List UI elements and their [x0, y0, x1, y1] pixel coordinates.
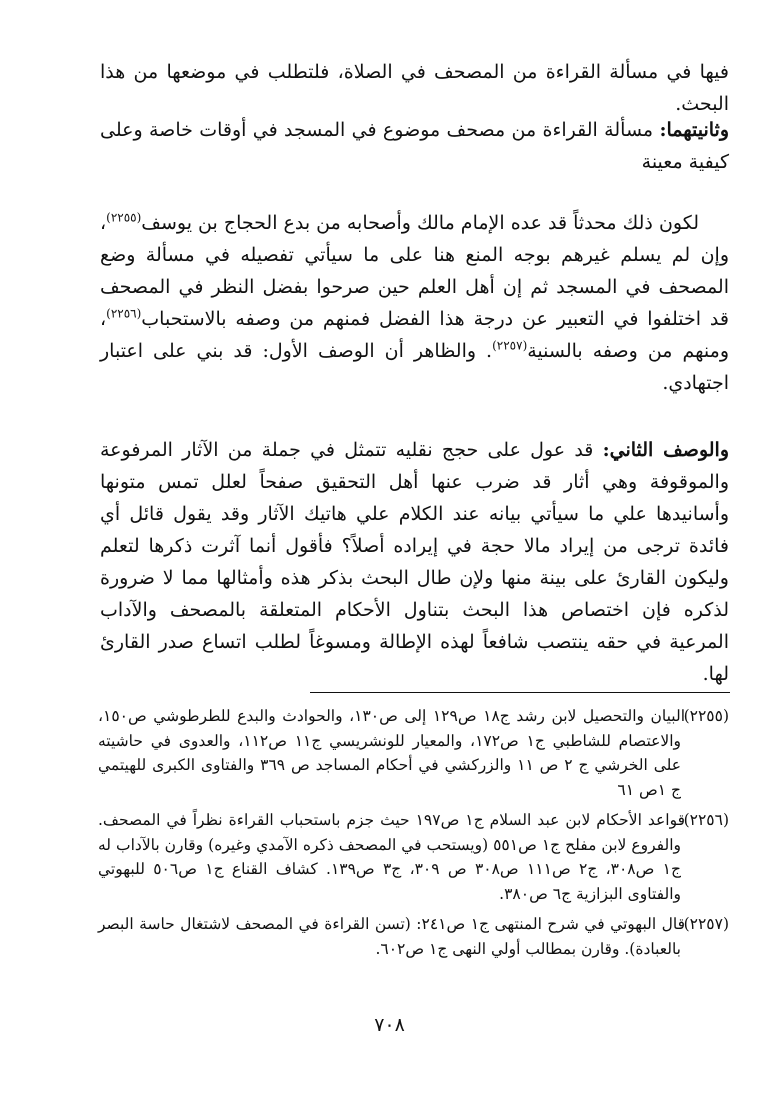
paragraph-3-text-c: ، ومنهم من وصفه بالسنية [100, 308, 729, 362]
paragraph-1 [100, 56, 729, 120]
footnote-ref-2257: (٢٢٥٧) [492, 338, 528, 353]
footnote-ref-2255: (٢٢٥٥) [106, 210, 142, 225]
paragraph-4 [100, 434, 729, 690]
paragraph-2-text: مسألة القراءة من مصحف موضوع في المسجد في أوقات خاصة وعلى كيفية معينة [100, 119, 729, 173]
footnotes [98, 704, 729, 967]
paragraph-3-text-d: . والظاهر أن الوصف الأول: قد بني على اعتبار اجتهادي. [100, 340, 729, 394]
footnote-2256 [98, 808, 729, 906]
footnote-text: قال البهوتي في شرح المنتهى ج١ ص٢٤١: (تسن القراءة في المصحف لاشتغال حاسة البصر بالعبادة). وقارن بمطالب أولي النهى ج١ ص٦٠٢. [98, 915, 685, 958]
footnote-2257 [98, 912, 729, 961]
paragraph-3-text-b: ، وإن لم يسلم غيرهم بوجه المنع هنا على ما سيأتي تفصيله في مسألة وضع المصحف في المسجد ثم إن أهل العلم حين صرحوا بفضل النظر في المصحف قد اختلفوا في التعبير عن درجة هذا الفضل فمنهم من وصفه بالاستحباب [100, 212, 729, 330]
paragraph-4-lead: والوصف الثاني: [602, 439, 730, 461]
footnote-text: البيان والتحصيل لابن رشد ج١٨ ص١٢٩ إلى ص١٣٠، والحوادث والبدع للطرطوشي ص١٥٠، والاعتصام للشاطبي ج١ ص١٧٢، والمعيار للونشريسي ج١١ ص١١٢، والعدوى في حاشيته على الخرشي ج ٢ ص ١١ والزركشي في أحكام المساجد ص ٣٦٩ والفتاوى الكبرى للهيتمي ج ١ص ٦١ [98, 707, 685, 799]
paragraph-3-text-a: لكون ذلك محدثاً قد عده الإمام مالك وأصحابه من بدع الحجاج بن يوسف [141, 212, 699, 234]
paragraph-2-lead: وثانيتهما: [659, 119, 729, 141]
paragraph-3 [100, 207, 729, 399]
page-number: ٧٠٨ [374, 1014, 405, 1036]
footnote-number: (٢٢٥٥) [683, 707, 729, 725]
footnote-2255 [98, 704, 729, 802]
footnote-separator [310, 692, 730, 693]
paragraph-2 [100, 114, 729, 178]
paragraph-1-text: فيها في مسألة القراءة من المصحف في الصلاة، فلتطلب في موضعها من هذا البحث. [100, 61, 729, 115]
footnote-text: قواعد الأحكام لابن عبد السلام ج١ ص١٩٧ حيث جزم باستحباب القراءة نظراً في المصحف. والفروع لابن مفلح ج١ ص٥٥١ (ويستحب في المصحف ذكره الآمدي وغيره) وقارن بالآداب له ج١ ص٣٠٨، ج٢ ص١١١ ص٣٠٨ ص ٣٠٩، ج٣ ص١٣٩. كشاف القناع ج١ ص٥٠٦ للبهوتي والفتاوى البزازية ج٦ ص٣٨٠. [98, 811, 685, 903]
footnote-number: (٢٢٥٦) [683, 811, 729, 829]
footnote-ref-2256: (٢٢٥٦) [106, 306, 142, 321]
footnote-number: (٢٢٥٧) [683, 915, 729, 933]
paragraph-4-text: قد عول على حجج نقليه تتمثل في جملة من الآثار المرفوعة والموقوفة وهي أثار قد ضرب عنها أهل التحقيق صفحاً لعلل تمس متونها وأسانيدها علي ما سيأتي بيانه عند الكلام علي هاتيك الآثار وقد يقول قائل أي فائدة ترجى من إيراد مالا حجة في إيراده أصلاً؟ فأقول أنما آثرت ذكرها لتعلم وليكون القارئ على بينة منها ولإن طال البحث بذكر هذه وأمثالها مما لا ضرورة لذكره فإن اختصاص هذا البحث بتناول الأحكام المتعلقة بالمصحف والآداب المرعية في حقه ينتصب شافعاً لهذه الإطالة ومسوغاً لطلب اتساع صدر القارئ لها. [100, 439, 729, 685]
